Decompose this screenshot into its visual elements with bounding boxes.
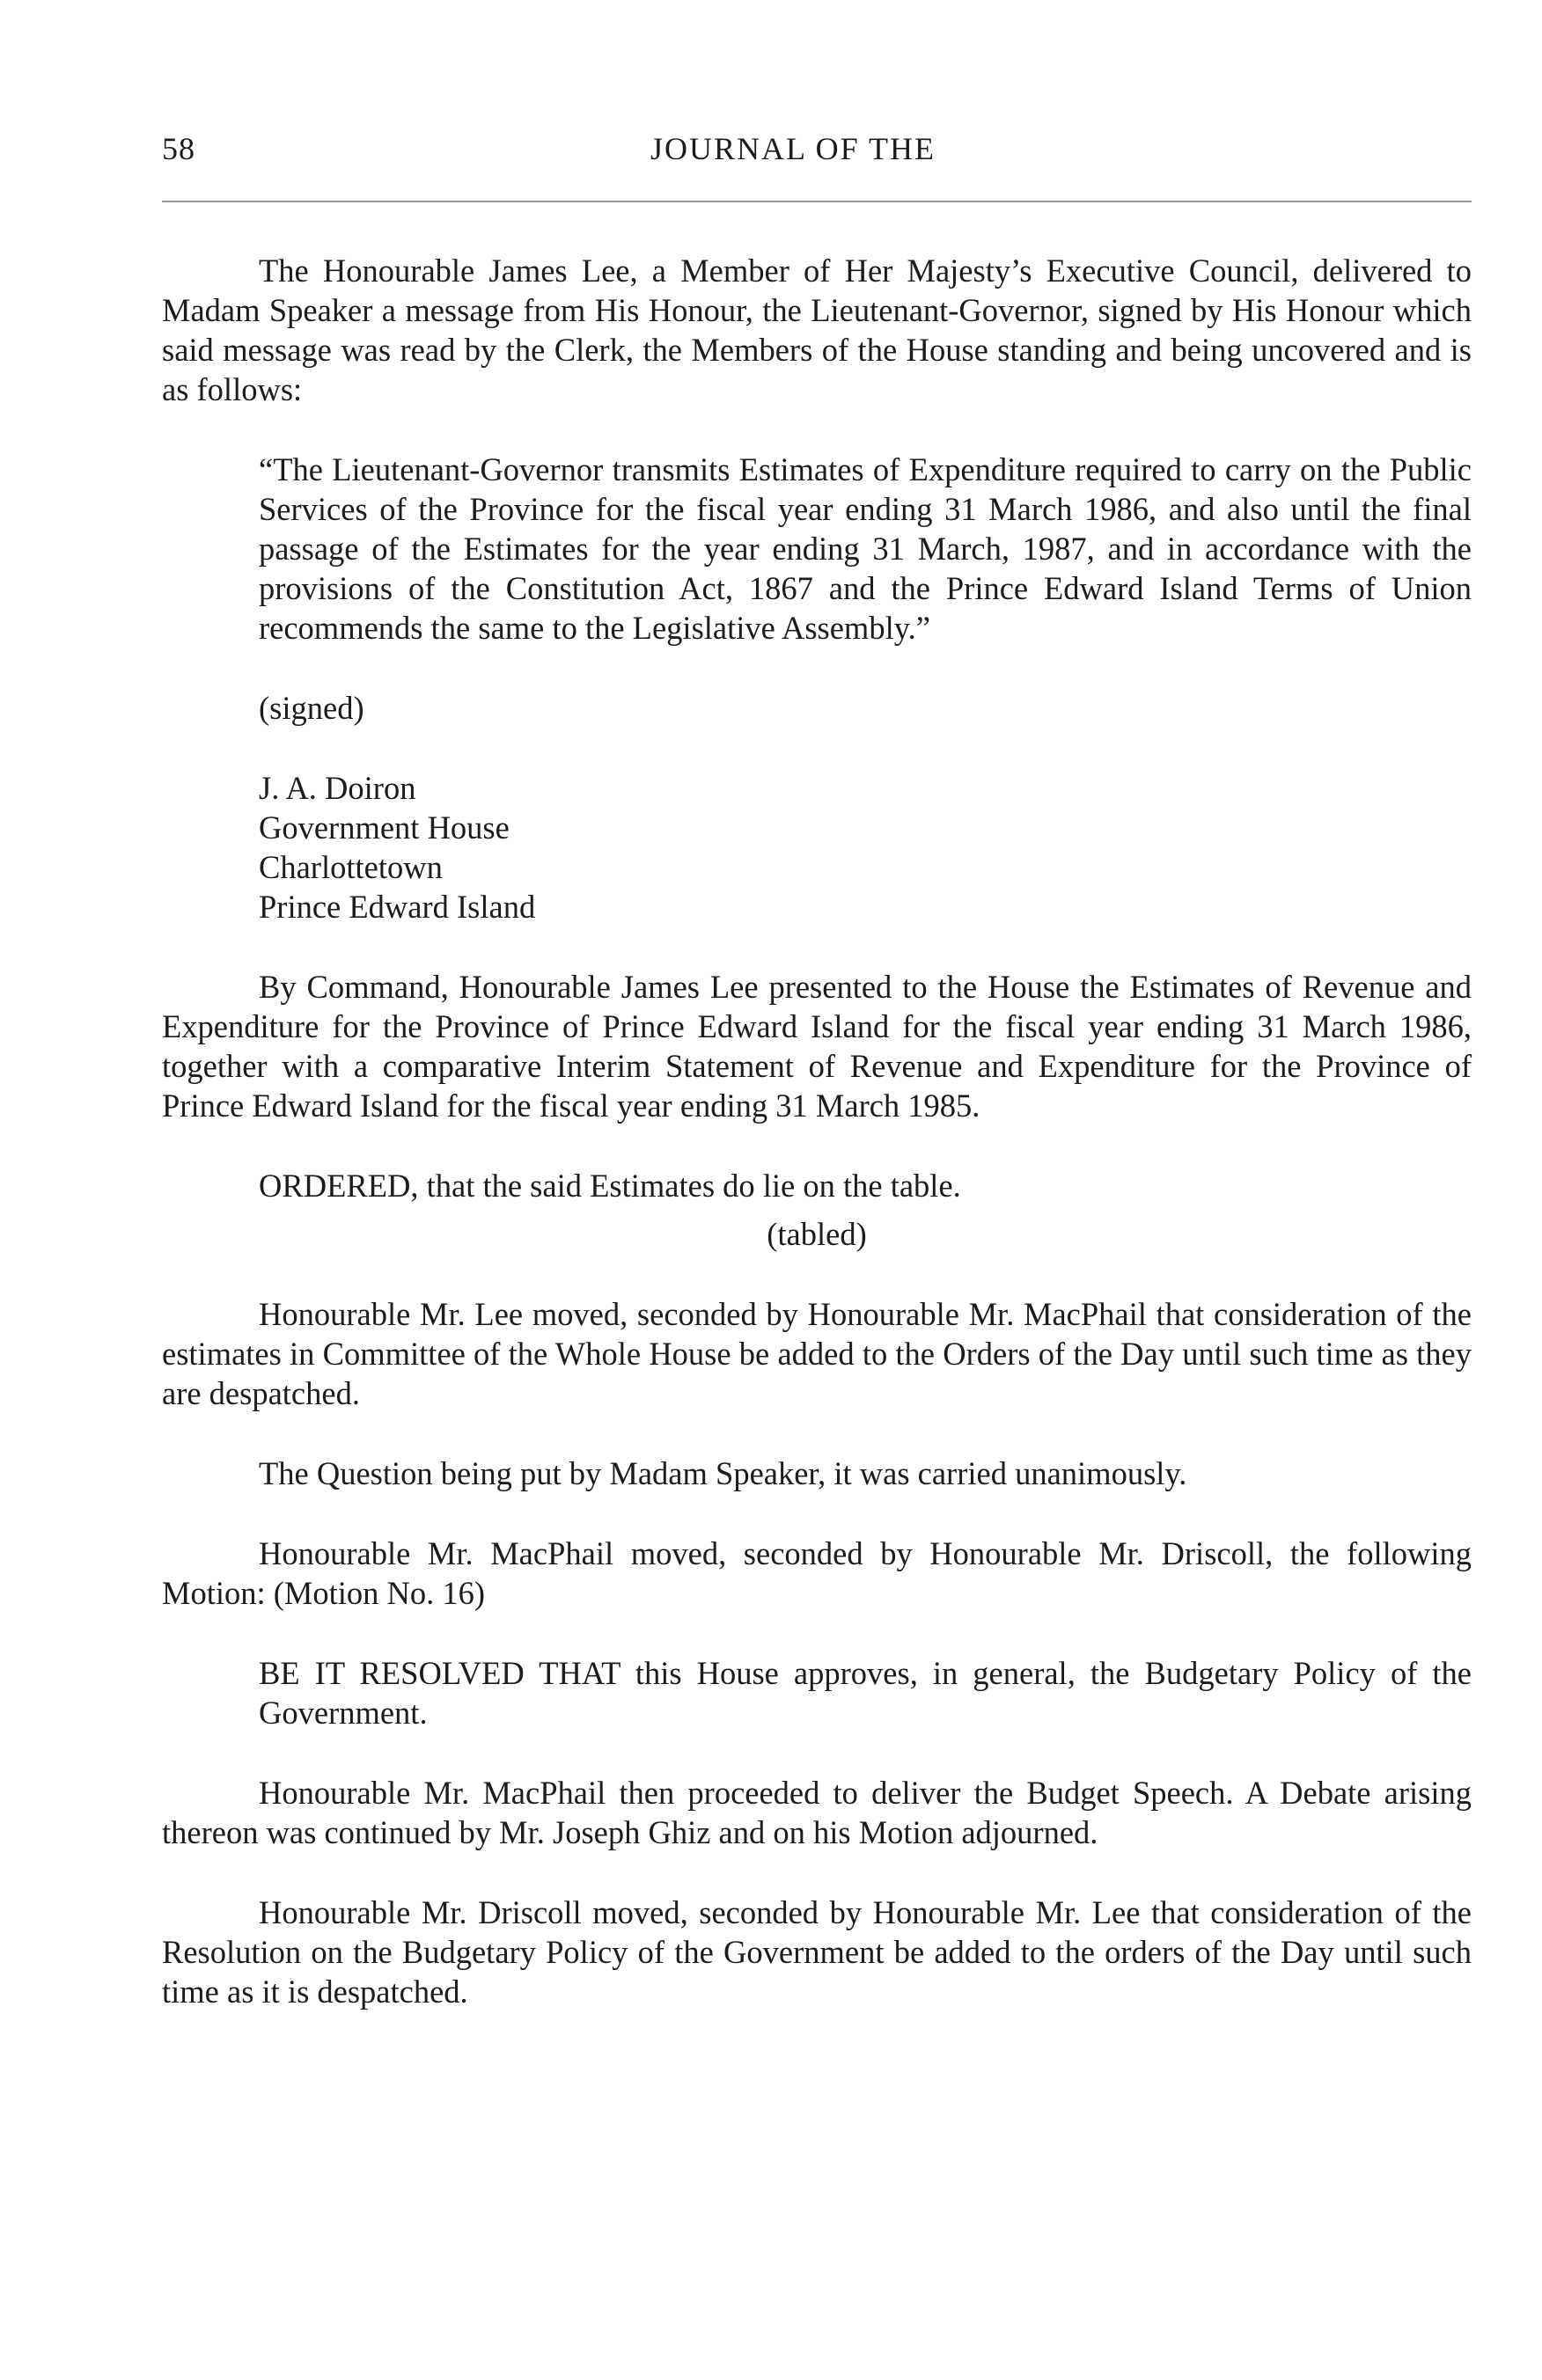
paragraph-estimates-presented: By Command, Honourable James Lee presented to the House the Estimates of Revenue and Expenditure for the Province of Prince Edward Island for the fiscal year ending 31 March 1986, together with a comparative Interim Statement of Revenue and Expenditure for the Province of Prince Edward Island for the fiscal year ending 31 March 1985. xyxy=(162,969,1472,1124)
signatory-address-line: Charlottetown xyxy=(259,849,443,885)
paragraph-message-delivery: The Honourable James Lee, a Member of Her Majesty’s Executive Council, delivered to Madam Speaker a message from His Honour, the Lieutenant-Governor, signed by His Honour which said message was read by the Clerk, the Members of the House standing and being uncovered and is as follows: xyxy=(162,253,1472,407)
paragraph-macphail-motion: Honourable Mr. MacPhail moved, seconded by Honourable Mr. Driscoll, the following Motion: (Motion No. 16) xyxy=(162,1535,1472,1611)
signatory-name: J. A. Doiron xyxy=(259,770,416,806)
running-head: JOURNAL OF THE xyxy=(650,131,936,166)
page-body xyxy=(162,251,1472,2052)
paragraph-driscoll-motion: Honourable Mr. Driscoll moved, seconded by Honourable Mr. Lee that consideration of the Resolution on the Budgetary Policy of the Government be added to the orders of the Day until such time as it is despatched. xyxy=(162,1894,1472,2010)
paragraph-budget-speech: Honourable Mr. MacPhail then proceeded to deliver the Budget Speech. A Debate arising thereon was continued by Mr. Joseph Ghiz and on his Motion adjourned. xyxy=(162,1775,1472,1850)
signatory-address-line: Prince Edward Island xyxy=(259,889,536,925)
paragraph-ordered: ORDERED, that the said Estimates do lie on the table. xyxy=(259,1168,961,1204)
signed-note: (signed) xyxy=(259,690,364,726)
budgetary-resolution: BE IT RESOLVED THAT this House approves, in general, the Budgetary Policy of the Government. xyxy=(259,1655,1472,1731)
signatory-block xyxy=(259,768,1472,926)
lieutenant-governor-message: “The Lieutenant-Governor transmits Estimates of Expenditure required to carry on the Public Services of the Province for the fiscal year ending 31 March 1986, and also until the final passage of the Estimates for the year ending 31 March, 1987, and in accordance with the provisions of the Constitution Act, 1867 and the Prince Edward Island Terms of Union recommends the same to the Legislative Assembly.” xyxy=(259,451,1472,646)
paragraph-lee-motion: Honourable Mr. Lee moved, seconded by Honourable Mr. MacPhail that consideration of the estimates in Committee of the Whole House be added to the Orders of the Day until such time as they are despatched. xyxy=(162,1296,1472,1411)
header-rule xyxy=(162,201,1472,202)
signatory-address-line: Government House xyxy=(259,809,510,846)
page-number: 58 xyxy=(162,131,195,166)
tabled-note: (tabled) xyxy=(767,1216,867,1252)
paragraph-question-carried: The Question being put by Madam Speaker, it was carried unanimously. xyxy=(259,1455,1187,1491)
